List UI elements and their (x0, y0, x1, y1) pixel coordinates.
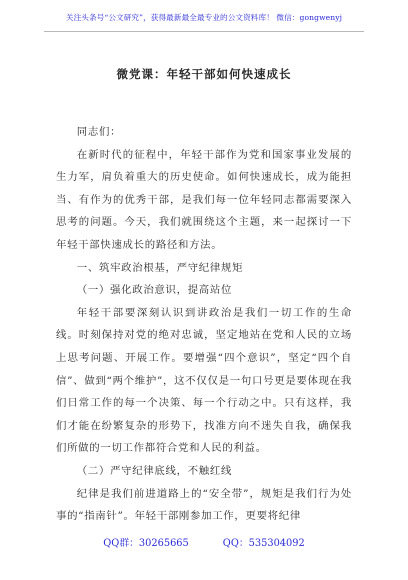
footer-contact (0, 535, 408, 549)
footer-qq-number: QQ：535304092 (222, 538, 305, 549)
greeting: 同志们： (76, 126, 122, 138)
subsection-heading-2: （二）严守纪律底线，不触红线 (76, 464, 233, 477)
paragraph-political: 年轻干部要深刻认识到讲政治是我们一切工作的生命线。时刻保持对党的绝对忠诚，坚定地站在党和人民的立场上思考问题、开展工作。要增强“四个意识”，坚定“四个自信”、做到“两个维护”，这不仅仅是一句口号更是要体现在我们日常工作的每一个决策、每一个行动之中。只有这样，我们才能在纷繁复杂的形势下，找准方向不迷失自我，确保我们所做的一切工作都符合党和人民的利益。 (56, 306, 352, 455)
document-title: 微党课：年轻干部如何快速成长 (116, 67, 292, 81)
header-divider (44, 31, 364, 32)
section-heading-1: 一、筑牢政治根基，严守纪律规矩 (76, 261, 244, 274)
subsection-heading-1: （一）强化政治意识，提高站位 (76, 284, 233, 297)
header-promo-note: 关注头条号“公文研究”，获得最新最全最专业的公文资料库！ 微信：gongwenyj (65, 13, 343, 22)
paragraph-intro: 在新时代的征程中，年轻干部作为党和国家事业发展的生力军，肩负着重大的历史使命。如何快速成长，成为能担当、有作为的优秀干部，是我们每一位年轻同志都需要深入思考的问题。今天，我们就围绕这个主题，来一起探讨一下年轻干部快速成长的路径和方法。 (56, 148, 352, 251)
footer-qq-group: QQ群：30265665 (103, 538, 189, 549)
document-body (56, 121, 352, 528)
paragraph-discipline: 纪律是我们前进道路上的“安全带”，规矩是我们行为处事的“指南针”。年轻干部刚参加工作，更要将纪律 (56, 487, 352, 523)
